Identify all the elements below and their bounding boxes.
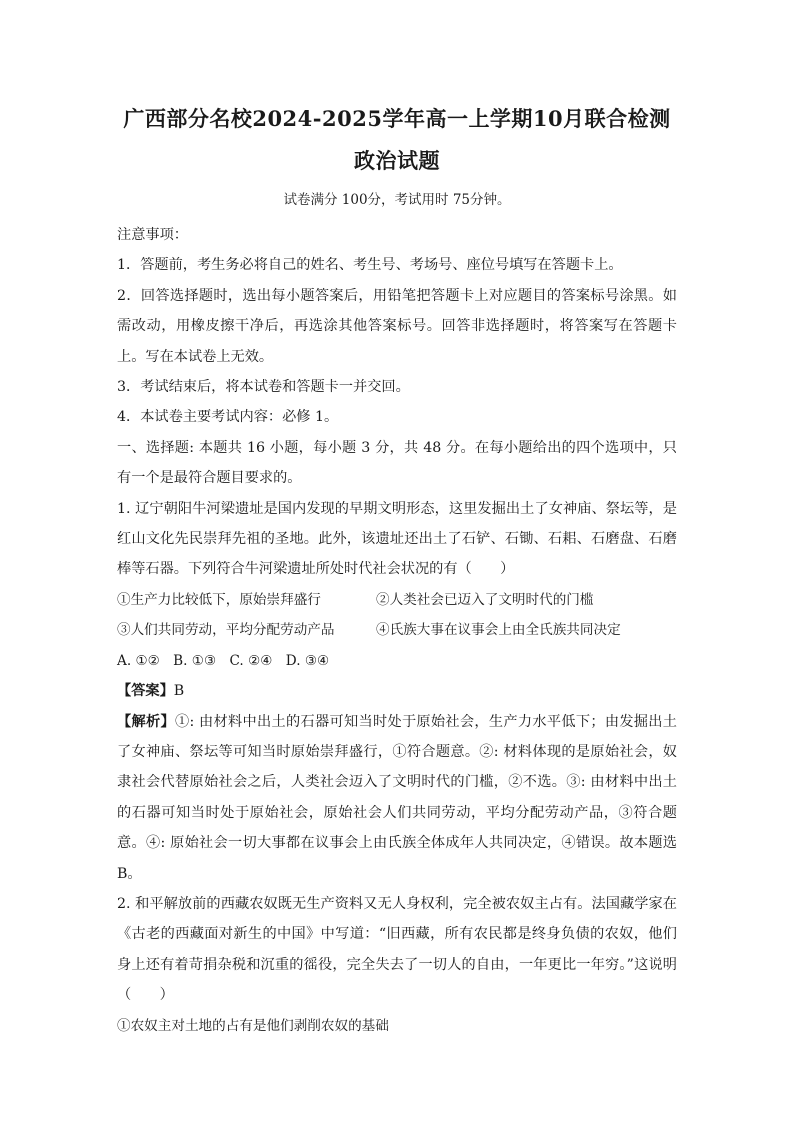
choice-d: D. ③④ <box>285 652 330 669</box>
answer-label: 【答案】 <box>117 683 174 700</box>
section-heading: 一、选择题: 本题共 16 小题，每小题 3 分，共 48 分。在每小题给出的四个选项中，只有一个是最符合题目要求的。 <box>117 439 677 487</box>
choice-c: C. ②④ <box>229 652 273 669</box>
document-subtitle: 政治试题 <box>354 148 440 173</box>
question-2-options-row-1 <box>117 1011 677 1041</box>
option-1: ①生产力比较低下，原始崇拜盛行 <box>117 591 321 608</box>
option-3: ③人们共同劳动，平均分配劳动产品 <box>117 622 335 639</box>
question-1-analysis <box>117 707 677 889</box>
analysis-text: ①: 由材料中出土的石器可知当时处于原始社会，生产力水平低下；由发掘出土了女神庙、祭坛等可知当时原始崇拜盛行，①符合题意。②: 材料体现的是原始社会，奴隶社会代替原始社会之后，人类社会迈入了文明时代的门槛，②不选。③: 由材料中出土的石器可知当时处于原始社会，原始社会人们共同劳动，平均分配劳动产品，③符合题意。④: 原始社会一切大事都在议事会上由氏族全体成年人共同决定，④错误。故本题选 B。 <box>117 713 677 882</box>
notice-item: 4．本试卷主要考试内容：必修 1。 <box>117 409 339 426</box>
question-1-answer <box>117 676 677 706</box>
document-page <box>117 96 677 1041</box>
choice-b: B. ①③ <box>173 652 217 669</box>
answer-value: B <box>173 683 185 700</box>
notice-heading: 注意事项： <box>117 227 188 243</box>
question-1-choices <box>117 646 677 676</box>
analysis-label: 【解析】 <box>117 713 175 730</box>
option-2: ②人类社会已迈入了文明时代的门槛 <box>376 591 594 608</box>
question-2-stem: 2. 和平解放前的西藏农奴既无生产资料又无人身权利，完全被农奴主占有。法国藏学家在《古老的西藏面对新生的中国》中写道：“旧西藏，所有农民都是终身负债的农奴，他们身上还有着苛捐杂税和沉重的徭役，完全失去了一切人的自由，一年更比一年穷。”这说明（ ） <box>117 895 677 1004</box>
notice-item: 1．答题前，考生务必将自己的姓名、考生号、考场号、座位号填写在答题卡上。 <box>117 257 623 274</box>
notice-item: 3．考试结束后，将本试卷和答题卡一并交回。 <box>117 379 410 396</box>
question-1-stem: 1. 辽宁朝阳牛河梁遗址是国内发现的早期文明形态，这里发掘出土了女神庙、祭坛等，是红山文化先民崇拜先祖的圣地。此外，该遗址还出土了石铲、石锄、石耜、石磨盘、石磨棒等石器。下列符合牛河梁遗址所处时代社会状况的有（ ） <box>117 500 677 578</box>
exam-meta: 试卷满分 100分，考试用时 75分钟。 <box>283 192 511 208</box>
question-1-options-row-1 <box>117 585 677 615</box>
option-1: ①农奴主对土地的占有是他们剥削农奴的基础 <box>117 1017 389 1034</box>
question-1-options-row-2 <box>117 615 677 645</box>
option-4: ④氏族大事在议事会上由全氏族共同决定 <box>376 622 621 639</box>
notice-item: 2．回答选择题时，选出每小题答案后，用铅笔把答题卡上对应题目的答案标号涂黑。如需改动，用橡皮擦干净后，再选涂其他答案标号。回答非选择题时，将答案写在答题卡上。写在本试卷上无效。 <box>117 287 677 365</box>
document-title: 广西部分名校2024-2025学年高一上学期10月联合检测 <box>123 106 671 131</box>
choice-a: A. ①② <box>117 652 160 669</box>
